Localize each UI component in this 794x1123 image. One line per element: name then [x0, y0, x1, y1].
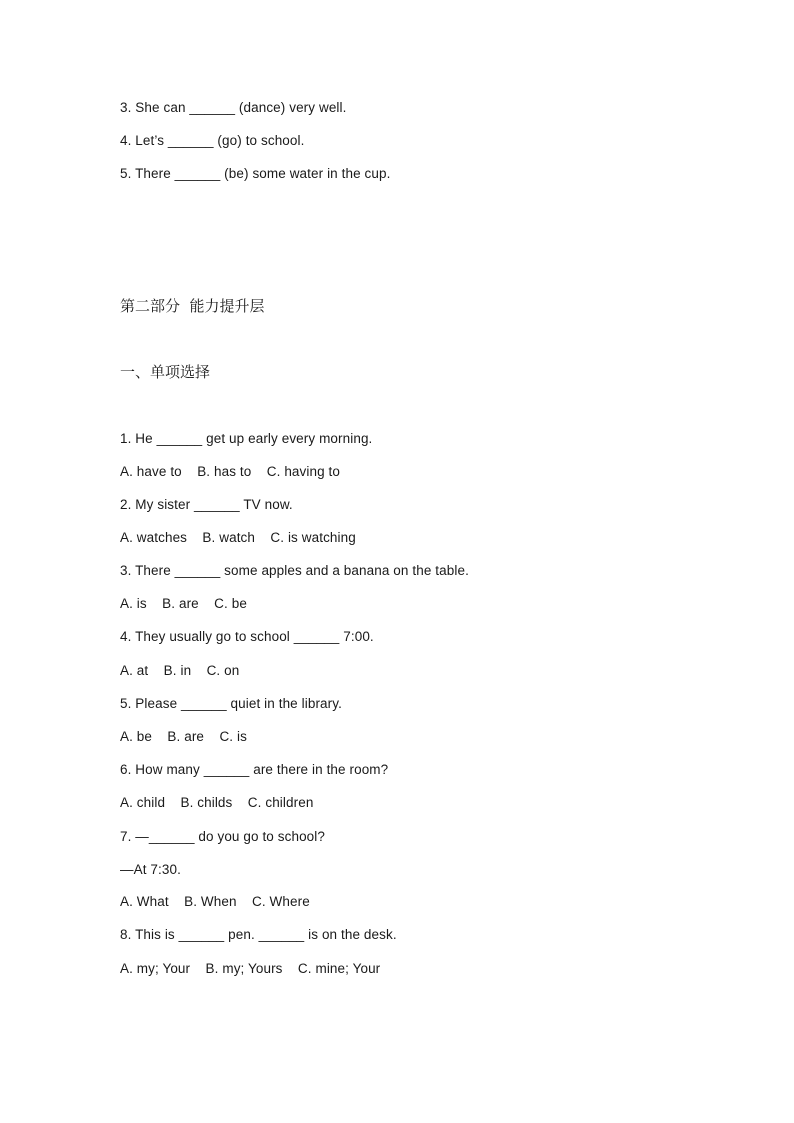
- mc-question-3-stem: 3. There ______ some apples and a banana on the table.: [120, 563, 469, 578]
- mc-question-6-stem: 6. How many ______ are there in the room?: [120, 762, 389, 777]
- mc-question-7-answer-line: —At 7:30.: [120, 862, 181, 877]
- mc-question-8-options: A. my; Your B. my; Yours C. mine; Your: [120, 961, 381, 976]
- mc-question-1-options: A. have to B. has to C. having to: [120, 464, 341, 479]
- mc-question-3-options: A. is B. are C. be: [120, 596, 247, 611]
- mc-question-6-options: A. child B. childs C. children: [120, 795, 314, 810]
- mc-question-2-options: A. watches B. watch C. is watching: [120, 530, 356, 545]
- mc-question-5-options: A. be B. are C. is: [120, 729, 247, 744]
- question-3: 3. She can ______ (dance) very well.: [120, 100, 347, 115]
- question-4: 4. Let’s ______ (go) to school.: [120, 133, 305, 148]
- mc-question-5-stem: 5. Please ______ quiet in the library.: [120, 696, 342, 711]
- question-5: 5. There ______ (be) some water in the cup.: [120, 166, 391, 181]
- mc-question-4-stem: 4. They usually go to school ______ 7:00.: [120, 629, 374, 644]
- mc-question-2-stem: 2. My sister ______ TV now.: [120, 497, 293, 512]
- section-title: 一、单项选择: [120, 363, 211, 381]
- part-title: 第二部分 能力提升层: [120, 297, 265, 315]
- mc-question-4-options: A. at B. in C. on: [120, 663, 240, 678]
- mc-question-1-stem: 1. He ______ get up early every morning.: [120, 431, 373, 446]
- mc-question-8-stem: 8. This is ______ pen. ______ is on the desk.: [120, 927, 397, 942]
- mc-question-7-options: A. What B. When C. Where: [120, 894, 310, 909]
- mc-question-7-stem: 7. —______ do you go to school?: [120, 829, 325, 844]
